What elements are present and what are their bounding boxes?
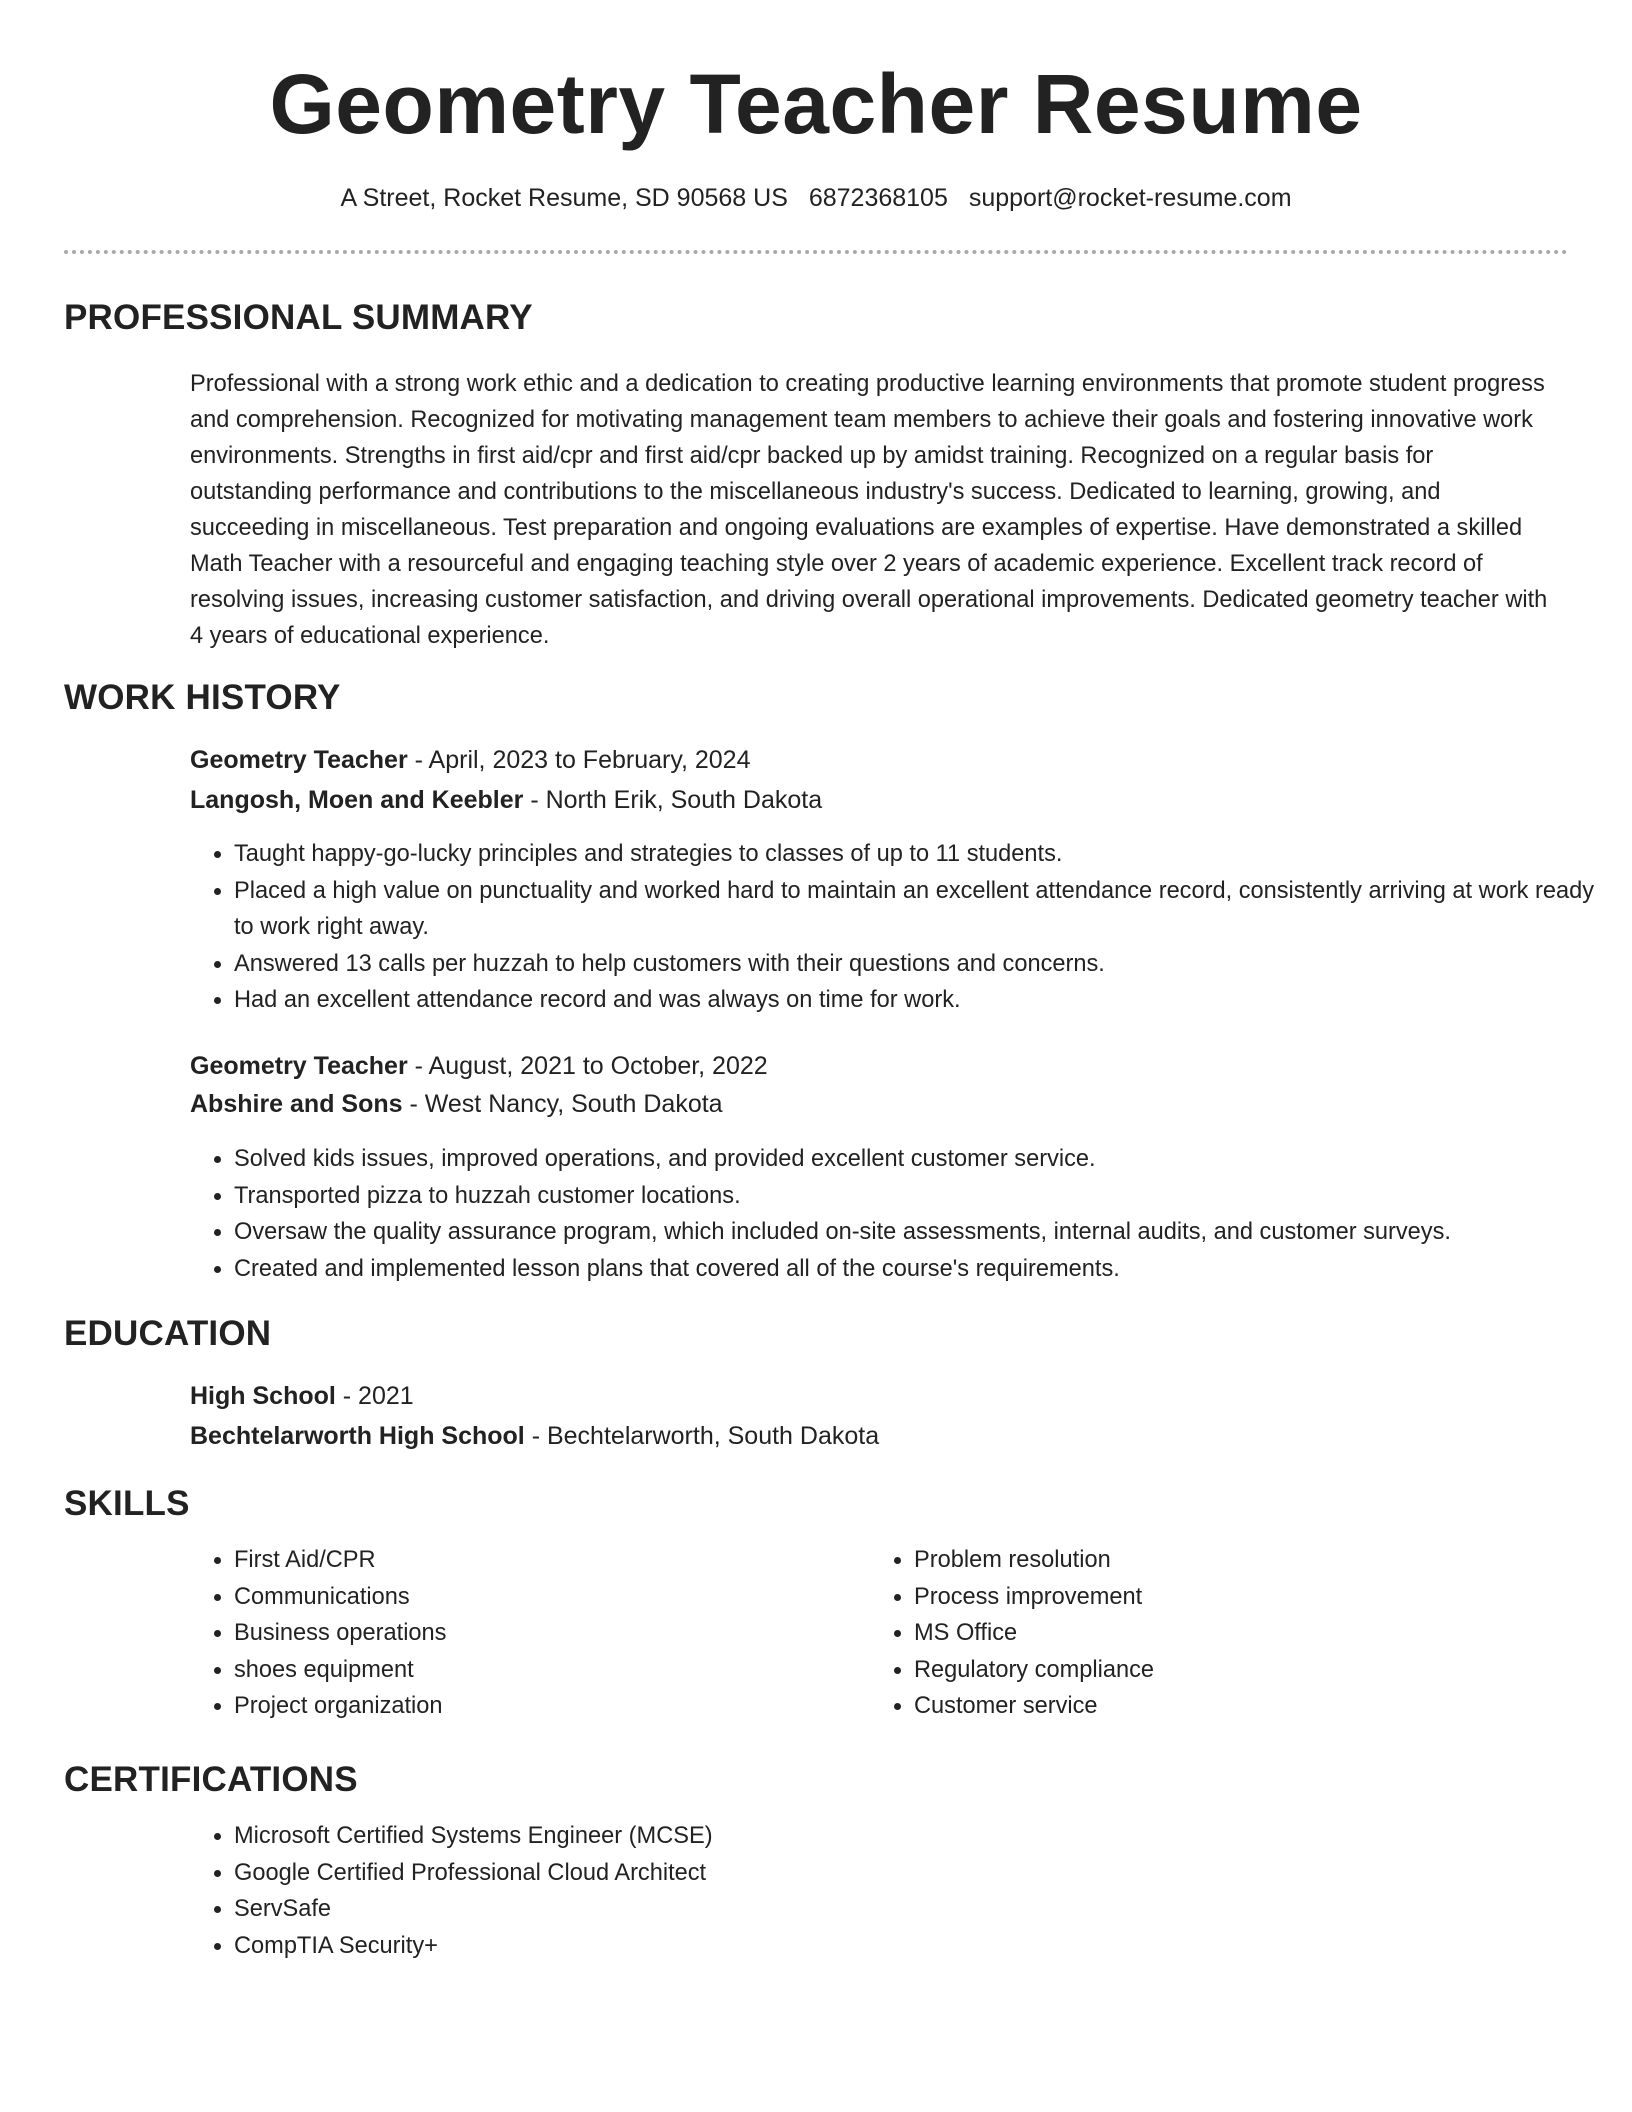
job-1-company-line xyxy=(190,784,822,816)
skill-item: • First Aid/CPR xyxy=(234,1542,854,1579)
skill-item: • Communications xyxy=(234,1579,854,1616)
job-2-title-line xyxy=(190,1050,768,1082)
section-heading-education: EDUCATION xyxy=(64,1314,272,1353)
job-1-dates: - April, 2023 to February, 2024 xyxy=(407,746,751,774)
job-2-company-line xyxy=(190,1088,723,1120)
education-school-line xyxy=(190,1420,879,1452)
education-location: - Bechtelarworth, South Dakota xyxy=(524,1422,880,1450)
job-1-location: - North Erik, South Dakota xyxy=(523,786,823,814)
list-item: • Answered 13 calls per huzzah to help customers with their questions and concerns. xyxy=(234,946,1614,983)
education-degree-line xyxy=(190,1380,414,1412)
education-year: - 2021 xyxy=(335,1382,414,1410)
job-2-location: - West Nancy, South Dakota xyxy=(402,1090,723,1118)
certification-item: • Google Certified Professional Cloud Architect xyxy=(234,1855,1614,1892)
section-heading-skills: SKILLS xyxy=(64,1484,190,1523)
summary-text: Professional with a strong work ethic and a dedication to creating productive learning environments that promote student progress and comprehension. Recognized for motivating management team members to achieve their goals and fostering innovative work environments. Strengths in first aid/cpr and first aid/cpr backed up by amidst training. Recognized on a regular basis for outstanding performance and contributions to the miscellaneous industry's success. Dedicated to learning, growing, and succeeding in miscellaneous. Test preparation and ongoing evaluations are examples of expertise. Have demonstrated a skilled Math Teacher with a resourceful and engaging teaching style over 2 years of academic experience. Excellent track record of resolving issues, increasing customer satisfaction, and driving overall operational improvements. Dedicated geometry teacher with 4 years of educational experience. xyxy=(190,371,1548,649)
contact-email: support@rocket-resume.com xyxy=(968,184,1292,212)
list-item: • Had an excellent attendance record and was always on time for work. xyxy=(234,982,1614,1019)
education-degree: High School xyxy=(190,1382,336,1410)
skill-item: • shoes equipment xyxy=(234,1652,854,1689)
job-2-company: Abshire and Sons xyxy=(190,1090,403,1118)
job-1-title: Geometry Teacher xyxy=(190,746,408,774)
job-2-title: Geometry Teacher xyxy=(190,1052,408,1080)
skills-list-right xyxy=(870,1542,1534,1725)
skill-item: • Business operations xyxy=(234,1615,854,1652)
skill-item: • Regulatory compliance xyxy=(914,1652,1534,1689)
list-item: • Placed a high value on punctuality and worked hard to maintain an excellent attendance record, consistently arriving at work ready to work right away. xyxy=(234,873,1614,946)
skill-item: • MS Office xyxy=(914,1615,1534,1652)
job-1-title-line xyxy=(190,744,751,776)
job-1-company: Langosh, Moen and Keebler xyxy=(190,786,524,814)
skills-list-left xyxy=(190,1542,854,1725)
contact-line xyxy=(0,182,1632,214)
section-heading-certifications: CERTIFICATIONS xyxy=(64,1760,358,1799)
certification-item: • CompTIA Security+ xyxy=(234,1928,1614,1965)
skill-item: • Customer service xyxy=(914,1688,1534,1725)
skill-item: • Project organization xyxy=(234,1688,854,1725)
contact-phone: 6872368105 xyxy=(808,184,948,212)
resume-title: Geometry Teacher Resume xyxy=(269,57,1363,151)
job-2-dates: - August, 2021 to October, 2022 xyxy=(407,1052,768,1080)
list-item: • Solved kids issues, improved operations, and provided excellent customer service. xyxy=(234,1141,1614,1178)
certifications-list xyxy=(190,1818,1614,1964)
list-item: • Transported pizza to huzzah customer locations. xyxy=(234,1178,1614,1215)
section-heading-work: WORK HISTORY xyxy=(64,678,341,717)
job-2-bullets xyxy=(190,1141,1614,1287)
contact-address: A Street, Rocket Resume, SD 90568 US xyxy=(340,184,788,212)
certification-item: • ServSafe xyxy=(234,1891,1614,1928)
list-item: • Oversaw the quality assurance program, which included on-site assessments, internal audits, and customer surveys. xyxy=(234,1214,1614,1251)
skill-item: • Problem resolution xyxy=(914,1542,1534,1579)
list-item: • Taught happy-go-lucky principles and strategies to classes of up to 11 students. xyxy=(234,836,1614,873)
section-heading-summary: PROFESSIONAL SUMMARY xyxy=(64,298,533,337)
certification-item: • Microsoft Certified Systems Engineer (MCSE) xyxy=(234,1818,1614,1855)
skill-item: • Process improvement xyxy=(914,1579,1534,1616)
job-1-bullets xyxy=(190,836,1614,1019)
header-divider xyxy=(64,250,1568,254)
education-school: Bechtelarworth High School xyxy=(190,1422,525,1450)
list-item: • Created and implemented lesson plans that covered all of the course's requirements. xyxy=(234,1251,1614,1288)
